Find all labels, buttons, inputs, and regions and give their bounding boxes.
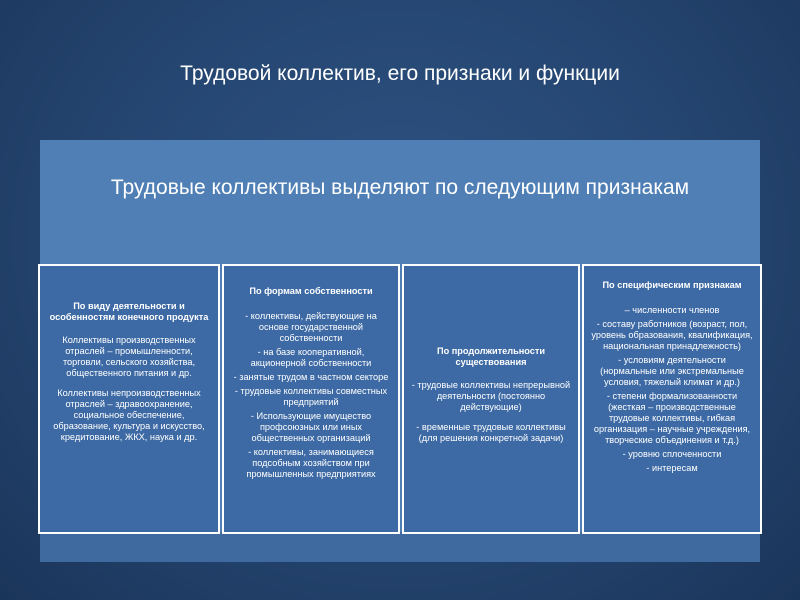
column-item: - интересам xyxy=(646,463,698,473)
panel-header: Трудовые коллективы выделяют по следующим признакам xyxy=(110,176,690,199)
column-item: Коллективы непроизводственных отраслей – здравоохранение, социальное обеспечение, образование, культура и искусство, кредитование, ЖКХ, наука и др. xyxy=(53,387,205,442)
column-item: - составу работников (возраст, пол, уровень образования, квалификация, национальная принадлежность) xyxy=(591,319,753,351)
column-item: - трудовые коллективы непрерывной деятельности (постоянно действующие) xyxy=(411,379,571,412)
column-item: - трудовые коллективы совместных предприятий xyxy=(234,386,388,407)
column-item: - коллективы, действующие на основе государственной собственности xyxy=(245,311,377,343)
column-heading: По продолжительности существования xyxy=(436,345,546,367)
column-item: - коллективы, занимающиеся подсобным хозяйством при промышленных предприятиях xyxy=(246,447,376,479)
column-item: Коллективы производственных отраслей – промышленности, торговли, сельского хозяйства, общественного питания и др. xyxy=(62,334,196,378)
column-item: - условиям деятельности (нормальные или экстремальные условия, тяжелый климат и др.) xyxy=(600,355,744,387)
column-heading: По виду деятельности и особенностям конечного продукта xyxy=(49,300,209,322)
column-item: - уровню сплоченности xyxy=(622,449,722,459)
column-item: - степени формализованности (жесткая – производственные трудовые коллективы, гибкая организация – научные учреждения, творческие объединения и т.д.) xyxy=(593,391,751,445)
column-item: - временные трудовые коллективы (для решения конкретной задачи) xyxy=(416,421,566,443)
column-item: - на базе кооперативной, акционерной собственности xyxy=(250,347,372,368)
column-item: - Использующие имущество профсоюзных или иных общественных организаций xyxy=(250,411,372,443)
column-activity-type xyxy=(38,264,220,534)
column-ownership xyxy=(222,264,400,534)
column-item: – численности членов xyxy=(624,305,720,315)
slide-title: Трудовой коллектив, его признаки и функции xyxy=(180,62,620,85)
criteria-columns xyxy=(38,264,762,534)
column-specific-features xyxy=(582,264,762,534)
column-heading: По формам собственности xyxy=(249,286,373,296)
column-duration xyxy=(402,264,580,534)
panel-bottom-band xyxy=(40,532,760,562)
column-heading: По специфическим признакам xyxy=(602,280,742,290)
column-item: - занятые трудом в частном секторе xyxy=(233,372,389,382)
